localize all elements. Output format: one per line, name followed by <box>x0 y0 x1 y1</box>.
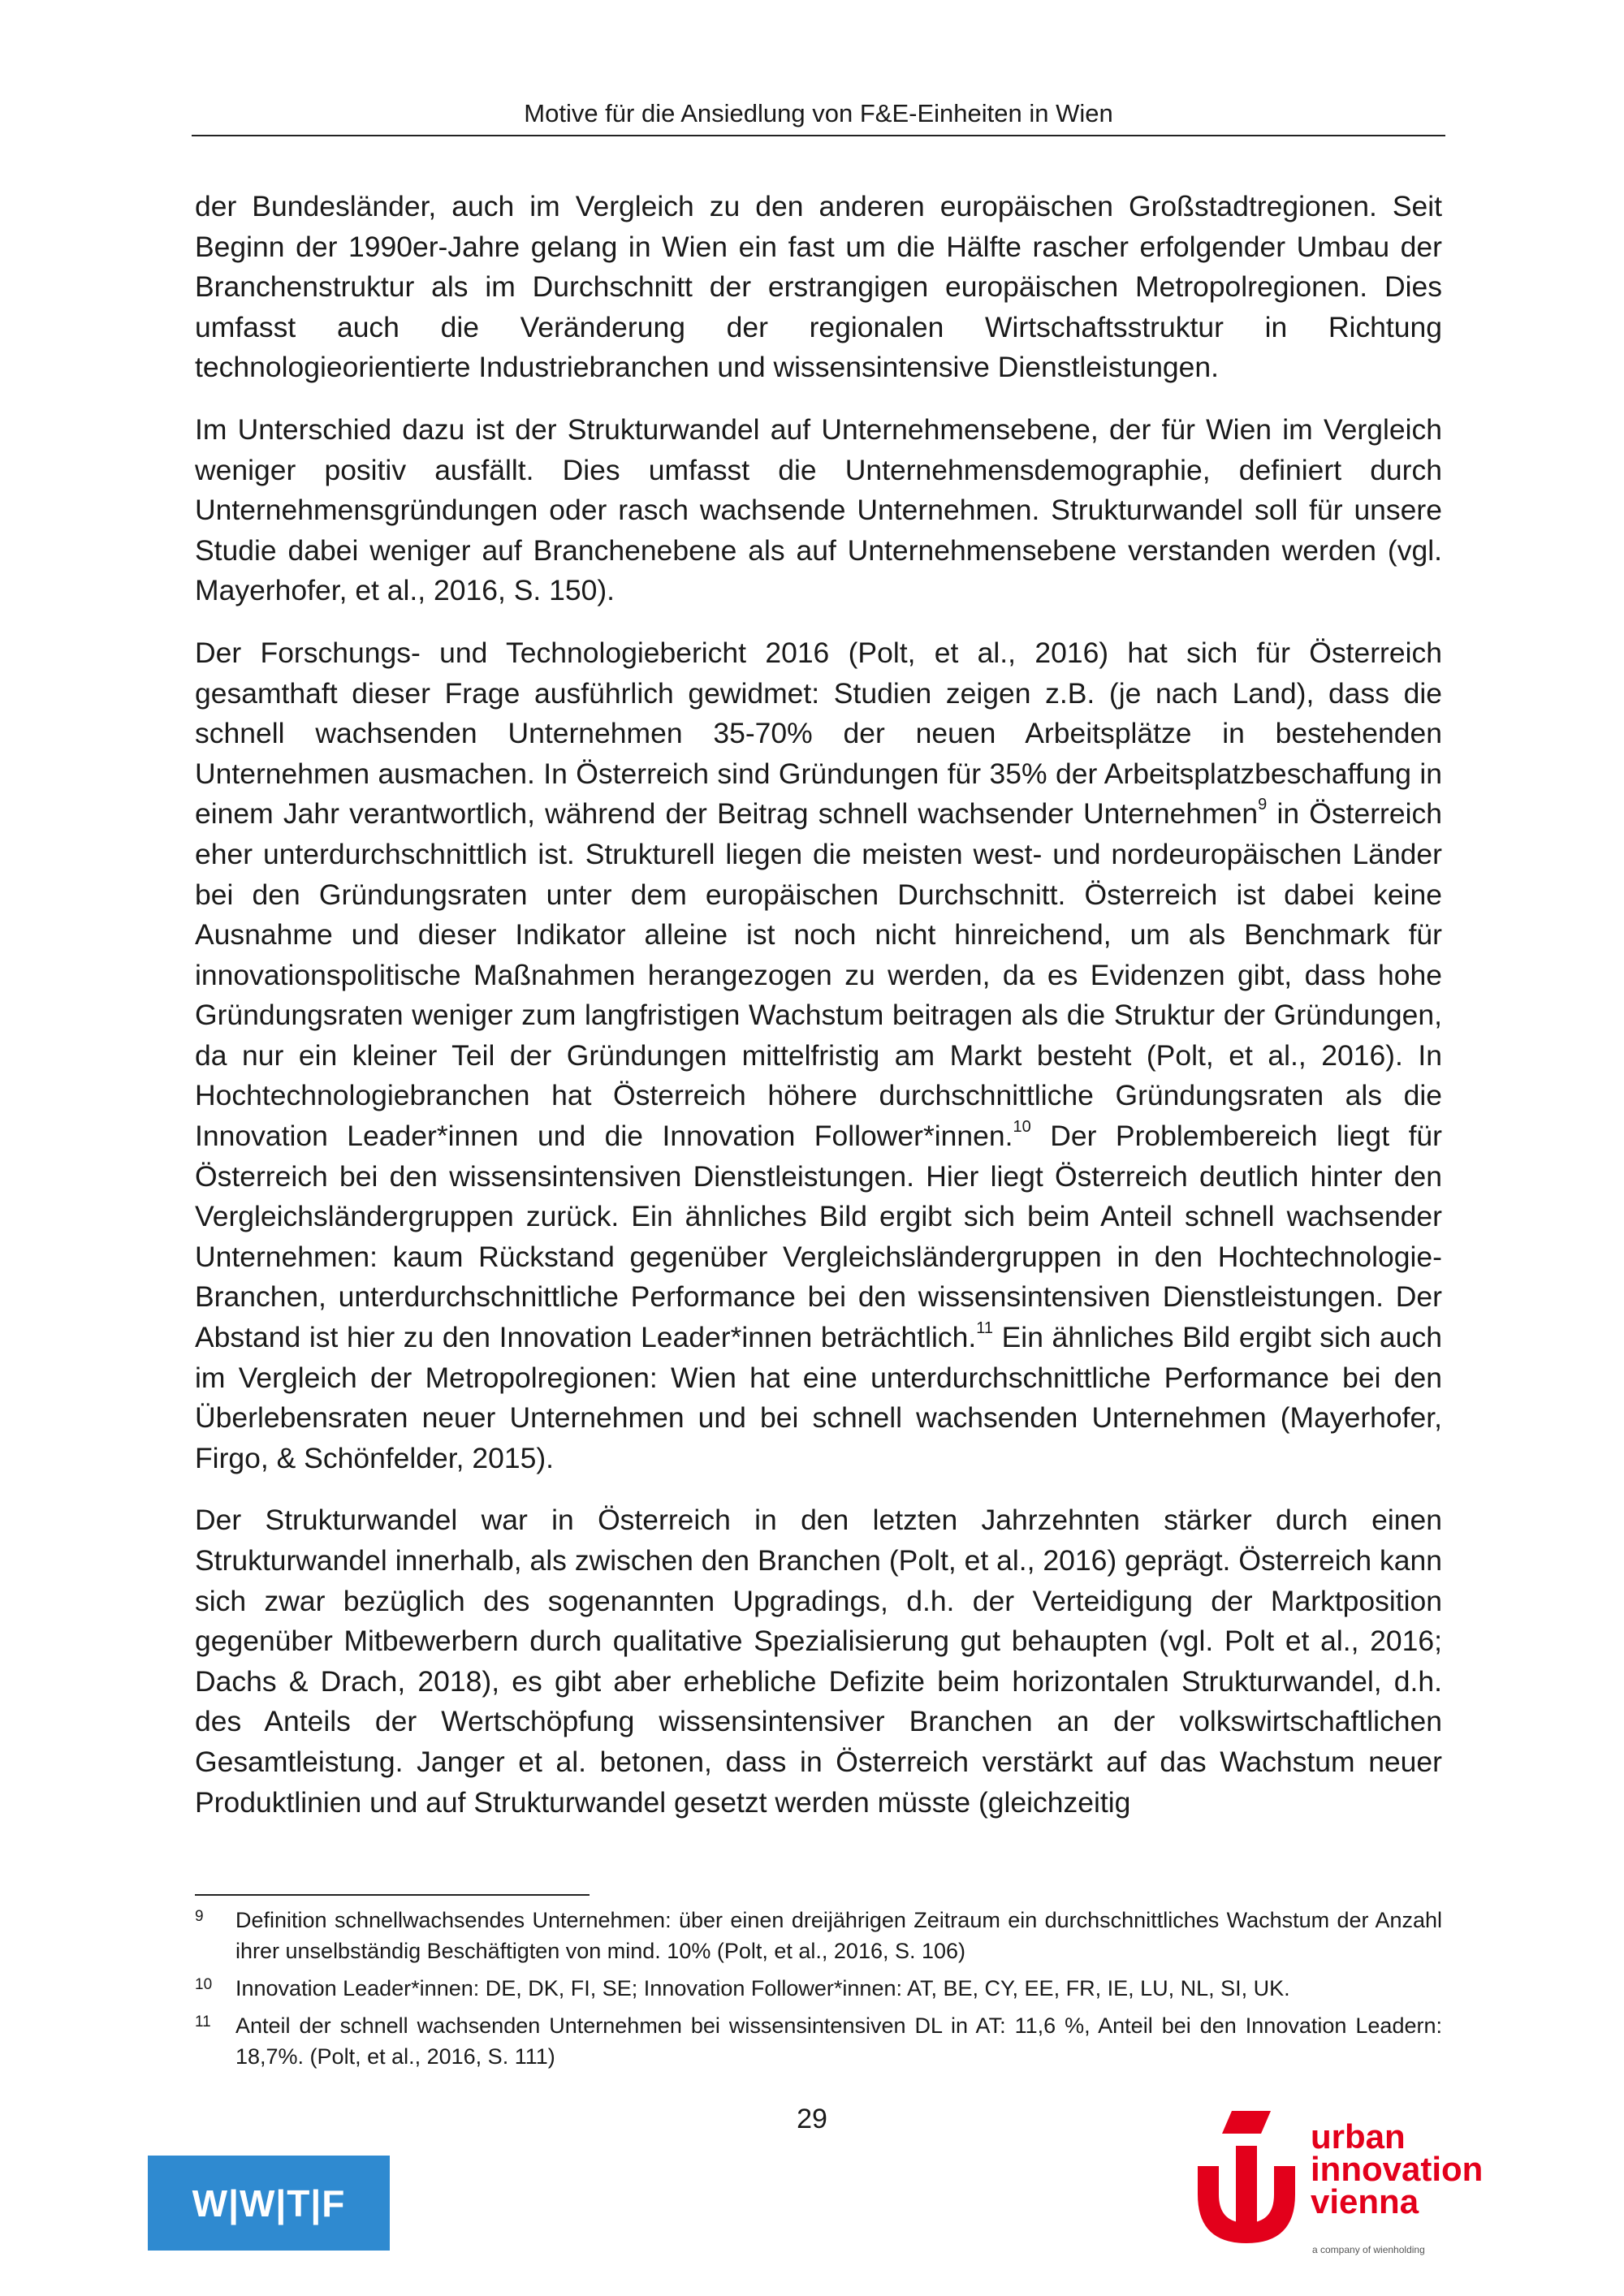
wwtf-logo-text: W|W|T|F <box>192 2182 346 2225</box>
uiv-line-2: innovation <box>1311 2150 1484 2188</box>
paragraph-text: Der Forschungs- und Technologiebericht 2016 (Polt, et al., 2016) hat sich für Österreich gesamthaft dieser Frage ausführlich gewidmet: Studien zeigen z.B. (je nach Land), dass die schnell wachsenden Unternehmen 35-70% der neuen Arbeitsplätze in bestehenden Unternehmen ausmachen. In Österreich sind Gründungen für 35% der Arbeitsplatzbeschaffung in einem Jahr verantwortlich, während der Beitrag schnell wachsender Unternehmen <box>195 636 1442 831</box>
footnote-number: 9 <box>195 1908 204 1925</box>
footnote-number: 10 <box>195 1976 213 1993</box>
paragraph-text: der Bundesländer, auch im Vergleich zu den anderen europäischen Großstadtregionen. Seit Beginn der 1990er-Jahre gelang in Wien ein fast um die Hälfte rascher erfolgender Umbau der Branchenstruktur als im Durchschnitt der erstrangigen europäischen Metropolregionen. Dies umfasst auch die Veränderung der regionalen Wirtschaftsstruktur in Richtung technologieorientierte Industriebranchen und wissensintensive Dienstleistungen. <box>195 190 1442 384</box>
uiv-line-1: urban <box>1311 2117 1406 2156</box>
paragraph <box>195 410 1442 611</box>
paragraph-text: in Österreich eher unterdurchschnittlich ist. Strukturell liegen die meisten west- und nordeuropäischen Länder bei den Gründungsraten unter dem europäischen Durchschnitt. Österreich ist dabei keine Ausnahme und dieser Indikator alleine ist noch nicht hinreichend, um als Benchmark für innovationspolitische Maßnahmen herangezogen zu werden, da es Evidenzen gibt, dass hohe Gründungsraten weniger zum langfristigen Wachstum beitragen als die Struktur der Gründungen, da nur ein kleiner Teil der Gründungen mittelfristig am Markt besteht (Polt, et al., 2016). In Hochtechnologiebranchen hat Österreich höhere durchschnittliche Gründungsraten als die Innovation Leader*innen und die Innovation Follower*innen. <box>195 797 1442 1153</box>
wwtf-logo <box>148 2156 390 2251</box>
footnote-text: Innovation Leader*innen: DE, DK, FI, SE; Innovation Follower*innen: AT, BE, CY, EE, FR, IE, LU, NL, SI, UK. <box>235 1976 1290 2000</box>
paragraph-text: Ein ähnliches Bild ergibt sich auch im Vergleich der Metropolregionen: Wien hat eine unterdurchschnittliche Performance bei den Überlebensraten neuer Unternehmen und bei schnell wachsenden Unternehmen (Mayerhofer, Firgo, & Schönfelder, 2015). <box>195 1321 1442 1474</box>
footnotes <box>195 1905 1442 2078</box>
footnote-ref: 11 <box>976 1319 994 1338</box>
footnote <box>195 1905 1442 1966</box>
footnote <box>195 1973 1442 2004</box>
footnote-divider <box>195 1894 590 1896</box>
paragraph <box>195 1500 1442 1823</box>
paragraph <box>195 187 1442 388</box>
paragraph-text: Der Strukturwandel war in Österreich in den letzten Jahrzehnten stärker durch einen Strukturwandel innerhalb, als zwischen den Branchen (Polt, et al., 2016) geprägt. Österreich kann sich zwar bezüglich des sogenannten Upgradings, d.h. der Verteidigung der Marktposition gegenüber Mitbewerbern durch qualitative Spezialisierung gut behaupten (vgl. Polt et al., 2016; Dachs & Drach, 2018), es gibt aber erhebliche Defizite beim horizontalen Strukturwandel, d.h. des Anteils der Wertschöpfung wissensintensiver Branchen an der volkswirtschaftlichen Gesamtleistung. Janger et al. betonen, dass in Österreich verstärkt auf das Wachstum neuer Produktlinien und auf Strukturwandel gesetzt werden müsste (gleichzeitig <box>195 1504 1442 1819</box>
paragraph-text: Im Unterschied dazu ist der Strukturwandel auf Unternehmensebene, der für Wien im Vergleich weniger positiv ausfällt. Dies umfasst die Unternehmensdemographie, definiert durch Unternehmensgründungen oder rasch wachsende Unternehmen. Strukturwandel soll für unsere Studie dabei weniger auf Branchenebene als auf Unternehmensebene verstanden werden (vgl. Mayerhofer, et al., 2016, S. 150). <box>195 412 1442 607</box>
footnote-text: Definition schnellwachsendes Unternehmen: über einen dreijährigen Zeitraum ein durchschnittliches Wachstum der Anzahl ihrer unselbständig Beschäftigten von mind. 10% (Polt, et al., 2016, S. 106) <box>235 1908 1442 1963</box>
urban-innovation-vienna-wordmark <box>1311 2117 1484 2220</box>
uiv-line-3: vienna <box>1311 2182 1419 2220</box>
paragraph-text: Der Problembereich liegt für Österreich bei den wissensintensiven Dienstleistungen. Hier liegt Österreich deutlich hinter den Vergleichsländergruppen zurück. Ein ähnliches Bild ergibt sich beim Anteil schnell wachsender Unternehmen: kaum Rückstand gegenüber Vergleichsländergruppen in den Hochtechnologie-Branchen, unterdurchschnittliche Performance bei den wissensintensiven Dienstleistungen. Der Abstand ist hier zu den Innovation Leader*innen beträchtlich. <box>195 1120 1443 1354</box>
uiv-subline: a company of wienholding <box>1312 2244 1425 2255</box>
urban-innovation-vienna-logo-icon <box>1190 2109 1303 2251</box>
footnote-ref: 10 <box>1013 1118 1031 1137</box>
page-number: 29 <box>797 2104 827 2134</box>
footnote-text: Anteil der schnell wachsenden Unternehmen bei wissensintensiven DL in AT: 11,6 %, Anteil bei den Innovation Leadern: 18,7%. (Polt, et al., 2016, S. 111) <box>235 2013 1442 2069</box>
footnote <box>195 2010 1442 2072</box>
footnote-ref: 9 <box>1258 796 1268 814</box>
body-text <box>195 187 1442 1845</box>
footnote-number: 11 <box>195 2013 211 2031</box>
running-header: Motive für die Ansiedlung von F&E-Einheiten in Wien <box>192 93 1445 136</box>
paragraph <box>195 633 1442 1478</box>
